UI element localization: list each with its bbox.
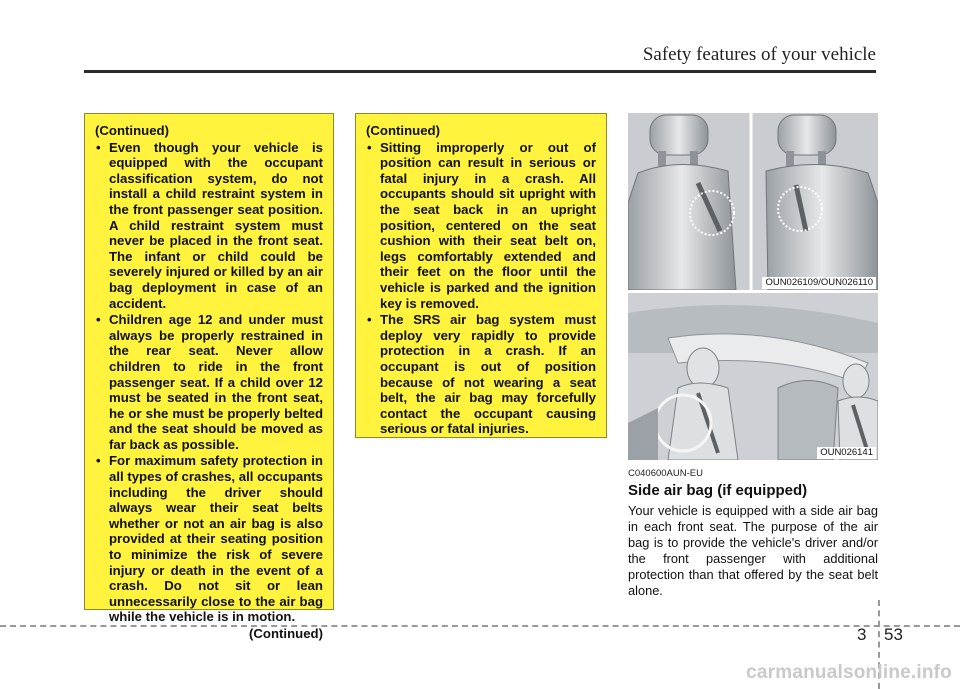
cabin-airbag-illustration [628, 293, 878, 460]
section-body-text: Your vehicle is equipped with a side air bag in each front seat. The purpose of the air bag is to provide the vehicle's driver and/or the front passenger with additional protection than that offered by the seat belt alone. [628, 503, 878, 598]
page-header-title: Safety features of your vehicle [642, 44, 876, 65]
warning-callout-middle [355, 113, 607, 438]
footer-rule [0, 625, 960, 627]
section-code: C040600AUN-EU [628, 468, 703, 479]
figure-code-label: OUN026141 [817, 447, 876, 459]
warning-bullet: • Even though your vehicle is equipped with the occupant classification system, do not install a child restraint system in the front passenger seat position. A child restraint system must never be placed in the front seat. The infant or child could be severely injured or killed by an air bag deployment in case of an accident. [95, 140, 323, 312]
chapter-number: 3 [857, 625, 867, 644]
cabin-cutaway-drawing [628, 293, 878, 460]
warning-callout-left [84, 113, 334, 641]
warning-bullet: • Children age 12 and under must always be properly restrained in the rear seat. Never allow children to ride in the front passenger seat. If a child over 12 must be seated in the front seat, he or she must be properly belted and the seat should be moved as far back as possible. [95, 312, 323, 452]
continued-label: (Continued) [366, 123, 440, 138]
seat-airbag-illustration [628, 113, 878, 290]
warning-list [366, 140, 596, 437]
watermark-text: carmanualsonline.info [746, 662, 952, 683]
page-number: 53 [884, 625, 903, 644]
section-heading: Side air bag (if equipped) [628, 482, 808, 499]
seat-side-view-drawing [628, 113, 878, 290]
warning-bullet: • For maximum safety protection in all types of crashes, all occupants including the driver should always wear their seat belts whether or not an air bag is also provided at their seating position to minimize the risk of severe injury or death in the event of a crash. Do not sit or lean unnecessarily close to the air bag while the vehicle is in motion. [95, 453, 323, 625]
warning-list [95, 140, 323, 625]
warning-bullet: • The SRS air bag system must deploy very rapidly to provide protection in a crash. If an occupant is out of position because of not wearing a seat belt, the air bag may forcefully contact the occupant causing serious or fatal injuries. [366, 312, 596, 437]
continued-label-end: (Continued) [249, 626, 323, 641]
continued-label: (Continued) [95, 123, 169, 138]
warning-bullet: • Sitting improperly or out of position can result in serious or fatal injury in a crash. All occupants should sit upright with the seat back in an upright position, centered on the seat cushion with their seat belt on, legs comfortably extended and their feet on the floor until the vehicle is parked and the ignition key is removed. [366, 140, 596, 312]
header-rule [84, 70, 876, 73]
figure-code-label: OUN026109/OUN026110 [762, 277, 876, 289]
